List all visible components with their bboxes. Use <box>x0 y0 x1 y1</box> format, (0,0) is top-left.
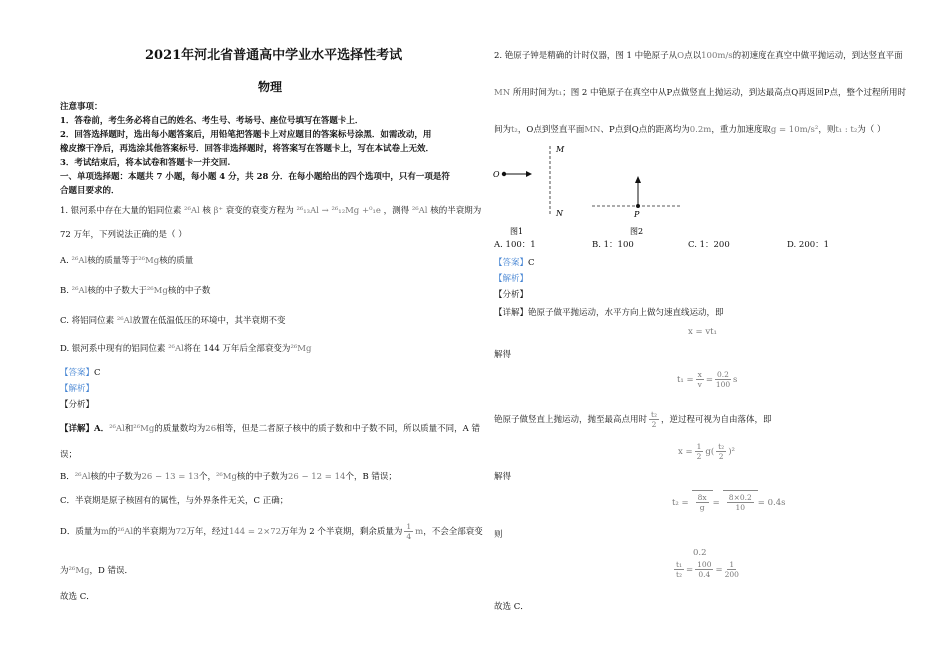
q2-analysis-tag: 【解析】 <box>494 274 529 284</box>
q2-eq3: x = $\frac{1}{2}$ g( $\frac{\text{t₂}}{2}$ )² <box>678 442 735 461</box>
q2-jiede-1: 解得 <box>494 350 512 360</box>
q2-answer: 【答案】C <box>494 258 535 268</box>
q2-fenxi: 【分析】 <box>494 290 529 300</box>
q1-detail-a: 【详解】A．²⁶Al和²⁶Mg的质量数均为26相等，但是二者原子核中的质子数和中子数不同，所以质量不同，A 错 <box>60 424 480 434</box>
q1-option-a: A. ²⁶Al核的质量等于²⁶Mg核的质量 <box>60 256 194 266</box>
label-m: M <box>556 145 565 154</box>
q2-option-b: B. 1：100 <box>592 240 634 250</box>
q1-conclusion: 故选 C． <box>60 592 95 602</box>
q2-jiede-2: 解得 <box>494 472 512 482</box>
notes-heading: 注意事项： <box>60 102 103 112</box>
label-o: O <box>493 170 500 179</box>
q2-stem-line3: 间为t₂，O点到竖直平面MN、P点到Q点的距离均为0.2m，重力加速度取g = 10m/s²，则t₁ : t₂为（ ） <box>494 125 886 135</box>
q1-detail-a-cont: 误； <box>60 450 78 460</box>
q2-eq4: t₂ = $\frac{8x}{g}$ = $\frac{8\times 0.2}{10}$ = 0.4s <box>672 490 786 515</box>
exam-title: 2021年河北省普通高中学业水平选择性考试 <box>145 48 403 63</box>
q1-stem: 1. 银河系中存在大量的铝同位素 ²⁶Al 核 β⁺ 衰变的衰变方程为 ²⁶₁₃Al → ²⁶₁₂Mg +⁰₁e ，测得 ²⁶Al 核的半衰期为 <box>60 206 482 216</box>
point-p <box>636 204 640 208</box>
q2-eq1: x = vt₁ <box>688 327 717 337</box>
q2-eq5-top: 0.2 <box>693 548 707 558</box>
q1-detail-d: D．质量为m的²⁶Al的半衰期为72万年，经过144 = 2×72万年为 2 个半衰期，剩余质量为 $\frac{1}{4}$ m，不会全部衰变 <box>60 522 483 541</box>
q2-conclusion: 故选 C． <box>494 602 529 612</box>
note-item: 2．回答选择题时，选出每小题答案后，用铅笔把答题卡上对应题目的答案标号涂黑．如需改动，用 <box>60 130 432 140</box>
q2-stem-line1: 2. 铯原子钟是精确的计时仪器，图 1 中铯原子从O点以100m/s的初速度在真空中做平抛运动，到达竖直平面 <box>494 51 903 61</box>
note-item: 3．考试结束后，将本试卷和答题卡一并交回. <box>60 158 231 168</box>
q1-option-b: B. ²⁶Al核的中子数大于²⁶Mg核的中子数 <box>60 286 211 296</box>
figure-1 <box>490 142 580 237</box>
arrowhead-icon <box>635 176 641 183</box>
section-heading-cont: 合题目要求的． <box>60 186 120 196</box>
label-n: N <box>556 209 563 218</box>
q2-ze: 则 <box>494 530 503 540</box>
q1-answer: 【答案】C <box>60 368 101 378</box>
label-p: P <box>634 210 640 219</box>
q1-analysis-tag: 【解析】 <box>60 384 95 394</box>
q1-stem-line2: 72 万年，下列说法正确的是（ ） <box>60 230 187 240</box>
q1-detail-d-cont: 为²⁶Mg，D 错误． <box>60 566 134 576</box>
q2-option-d: D. 200：1 <box>787 240 830 250</box>
q2-eq5: $\frac{\text{t₁}}{\text{t₂}}$ = $\frac{100}{0.4}$ = $\frac{1}{200}$ <box>676 560 739 579</box>
q1-detail-c: C．半衰期是原子核固有的属性，与外界条件无关，C 正确； <box>60 496 289 506</box>
arrowhead-icon <box>526 171 532 177</box>
q2-detail-2: 铯原子做竖直上抛运动，抛至最高点用时 $\frac{\text{t₂}}{2}$ ，逆过程可视为自由落体，即 <box>494 410 772 429</box>
figure-1-caption: 图1 <box>510 227 524 236</box>
q2-eq2: t₁ = $\frac{x}{v}$ = $\frac{0.2}{100}$ s <box>677 370 738 389</box>
q1-detail-b: B．²⁶Al核的中子数为26 − 13 = 13个，²⁶Mg核的中子数为26 − 12 = 14个，B 错误； <box>60 472 397 482</box>
q1-option-c: C. 将铝同位素 ²⁶Al放置在低温低压的环境中，其半衰期不变 <box>60 316 286 326</box>
q2-detail-1: 【详解】铯原子做平抛运动，水平方向上做匀速直线运动，即 <box>494 308 724 318</box>
q1-option-d: D. 银河系中现有的铝同位素 ²⁶Al将在 144 万年后全部衰变为²⁶Mg <box>60 344 312 354</box>
figure-2 <box>588 168 688 238</box>
subject-title: 物理 <box>258 80 283 94</box>
q2-option-c: C. 1：200 <box>688 240 730 250</box>
note-item: 橡皮擦干净后，再选涂其他答案标号．回答非选择题时，将答案写在答题卡上，写在本试卷上无效． <box>60 144 435 154</box>
q2-stem-line2: MN 所用时间为t₁；图 2 中铯原子在真空中从P点做竖直上抛运动，到达最高点Q再返回P点，整个过程所用时 <box>494 88 907 98</box>
figure-2-caption: 图2 <box>630 227 644 236</box>
section-heading: 一、单项选择题：本题共 7 小题，每小题 4 分，共 28 分．在每小题给出的四个选项中，只有一项是符 <box>60 172 450 182</box>
q2-option-a: A. 100：1 <box>494 240 536 250</box>
q1-fenxi: 【分析】 <box>60 400 95 410</box>
note-item: 1．答卷前，考生务必将自己的姓名、考生号、考场号、座位号填写在答题卡上． <box>60 116 364 126</box>
